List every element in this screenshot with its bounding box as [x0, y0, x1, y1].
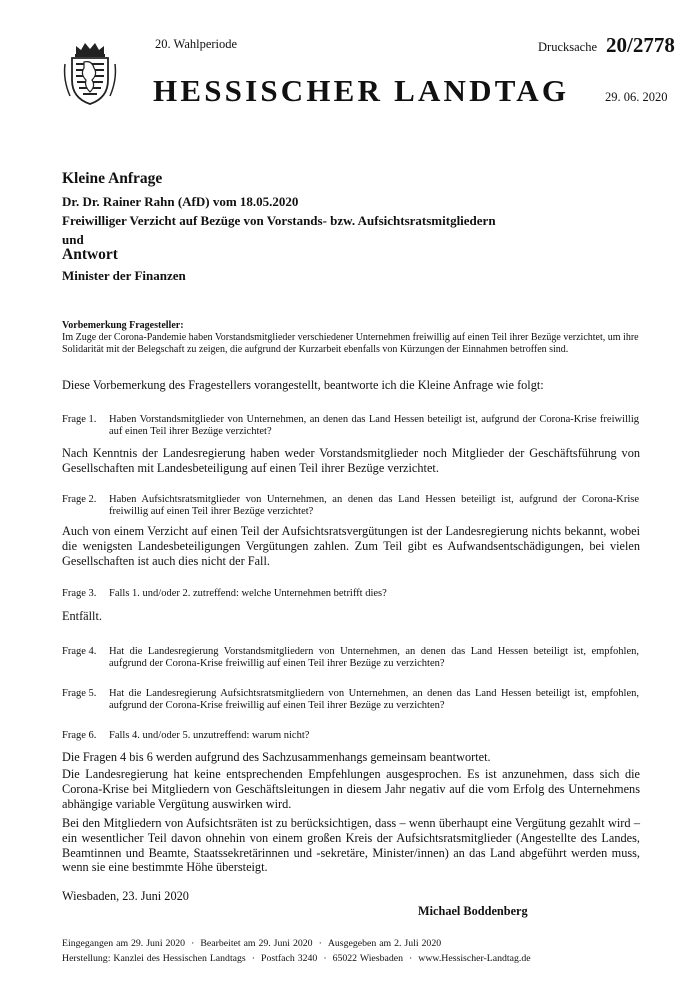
footer-dates [62, 938, 441, 949]
question-label: Frage 2. [62, 494, 97, 505]
und-label: und [62, 232, 84, 247]
footer-website-link[interactable]: www.Hessischer-Landtag.de [418, 953, 531, 964]
hesse-coat-of-arms-icon [62, 40, 118, 106]
footer-producer: Herstellung: Kanzlei des Hessischen Landtags [62, 953, 246, 964]
question-text: Haben Aufsichtsratsmitglieder von Unternehmen, an denen das Land Hessen beteiligt ist, aufgrund der Corona-Krise freiwillig auf einen Teil ihrer Bezüge verzichtet? [109, 494, 639, 517]
question-label: Frage 5. [62, 688, 97, 699]
drucksache-label: Drucksache [538, 40, 597, 54]
legislative-period: 20. Wahlperiode [155, 37, 238, 51]
footer-processed: Bearbeitet am 29. Juni 2020 [200, 938, 313, 949]
footer-separator: · [323, 953, 327, 964]
drucksache-number: 20/2778 [606, 33, 675, 57]
parliament-name: HESSISCHER LANDTAG [153, 73, 570, 108]
footer-issued: Ausgegeben am 2. Juli 2020 [327, 938, 442, 949]
footer-received: Eingegangen am 29. Juni 2020 [62, 938, 186, 949]
footer-publisher [62, 953, 531, 964]
question-text: Falls 4. und/oder 5. unzutreffend: warum nicht? [109, 730, 310, 741]
question-label: Frage 3. [62, 588, 97, 599]
document-date: 29. 06. 2020 [605, 90, 668, 104]
question-text: Falls 1. und/oder 2. zutreffend: welche Unternehmen betrifft dies? [109, 588, 387, 599]
minister: Minister der Finanzen [62, 268, 186, 283]
intro-text: Diese Vorbemerkung des Fragestellers vorangestellt, beantworte ich die Kleine Anfrage wie folgt: [62, 378, 544, 392]
vorbemerkung-text: Im Zuge der Corona-Pandemie haben Vorstandsmitglieder verschiedener Unternehmen freiwillig auf einen Teil ihrer Bezüge verzichtet, um ihre Solidarität mit der Belegschaft zu zeigen, die aufgrund der Kurzarbeit ebenfalls von Kürzungen der Einnahmen betroffen sind. [62, 332, 639, 355]
question-text: Hat die Landesregierung Vorstandsmitgliedern von Unternehmen, an denen das Land Hessen beteiligt ist, empfohlen, aufgrund der Corona-Krise freiwillig auf einen Teil ihrer Bezüge zu verzichten? [109, 646, 639, 669]
question-text: Haben Vorstandsmitglieder von Unternehmen, an denen das Land Hessen beteiligt ist, aufgrund der Corona-Krise freiwillig auf einen Teil ihrer Bezüge verzichtet? [109, 414, 639, 437]
answer-text: Die Landesregierung hat keine entsprechenden Empfehlungen ausgesprochen. Es ist anzunehmen, dass sich die Corona-Krise bei Mitgliedern von Geschäftsleitungen in diesem Jahr negativ auf die vom Erfolg des Unternehmens abhängige variable Vergütung auswirken wird. [62, 767, 640, 811]
question-label: Frage 1. [62, 414, 97, 425]
signer-name: Michael Boddenberg [418, 904, 528, 918]
document-title: Freiwilliger Verzicht auf Bezüge von Vorstands- bzw. Aufsichtsratsmitgliedern [62, 213, 496, 228]
author-line: Dr. Dr. Rainer Rahn (AfD) vom 18.05.2020 [62, 194, 299, 209]
question-label: Frage 6. [62, 730, 97, 741]
footer-postbox: Postfach 3240 [261, 953, 318, 964]
answer-intro: Die Fragen 4 bis 6 werden aufgrund des Sachzusammenhangs gemeinsam beantwortet. [62, 750, 491, 764]
signature-place-date: Wiesbaden, 23. Juni 2020 [62, 889, 189, 903]
footer-separator: · [408, 953, 413, 964]
answer-text: Entfällt. [62, 609, 102, 623]
footer-separator: · [251, 953, 256, 964]
answer-text: Bei den Mitgliedern von Aufsichtsräten ist zu berücksichtigen, dass – wenn überhaupt eine Vergütung gezahlt wird – ein wesentlicher Teil davon ohnehin von einem großen Kreis der Aufsichtsratsmitglieder (Angestellte des Landes, Beamtinnen und Beamte, Staatssekretärinnen und -sekretäre, Minister/innen) an das Land abgeführt werden muss, wenn sie eine bestimmte Höhe übersteigt. [62, 816, 640, 875]
answer-text: Auch von einem Verzicht auf einen Teil der Aufsichtsratsvergütungen ist der Landesregierung nichts bekannt, wobei die wenigsten Landesbeteiligungen Vergütungen zahlen. Zum Teil gibt es Aufwandsentschädigungen, bei vielen Gesellschaften ist auch dies nicht der Fall. [62, 524, 640, 568]
document-type: Kleine Anfrage [62, 170, 163, 187]
vorbemerkung-heading: Vorbemerkung Fragesteller: [62, 320, 184, 331]
question-text: Hat die Landesregierung Aufsichtsratsmitgliedern von Unternehmen, an denen das Land Hessen beteiligt ist, empfohlen, aufgrund der Corona-Krise freiwillig auf einen Teil ihrer Bezüge zu verzichten? [109, 688, 639, 711]
footer-separator: · [318, 938, 322, 949]
answer-label: Antwort [62, 246, 118, 263]
footer-city: 65022 Wiesbaden [332, 953, 403, 964]
question-label: Frage 4. [62, 646, 97, 657]
answer-text: Nach Kenntnis der Landesregierung haben weder Vorstandsmitglieder noch Mitglieder der Geschäftsführung von Gesellschaften mit Landesbeteiligung auf einen Teil ihrer Bezüge verzichtet. [62, 446, 640, 475]
footer-separator: · [191, 938, 195, 949]
